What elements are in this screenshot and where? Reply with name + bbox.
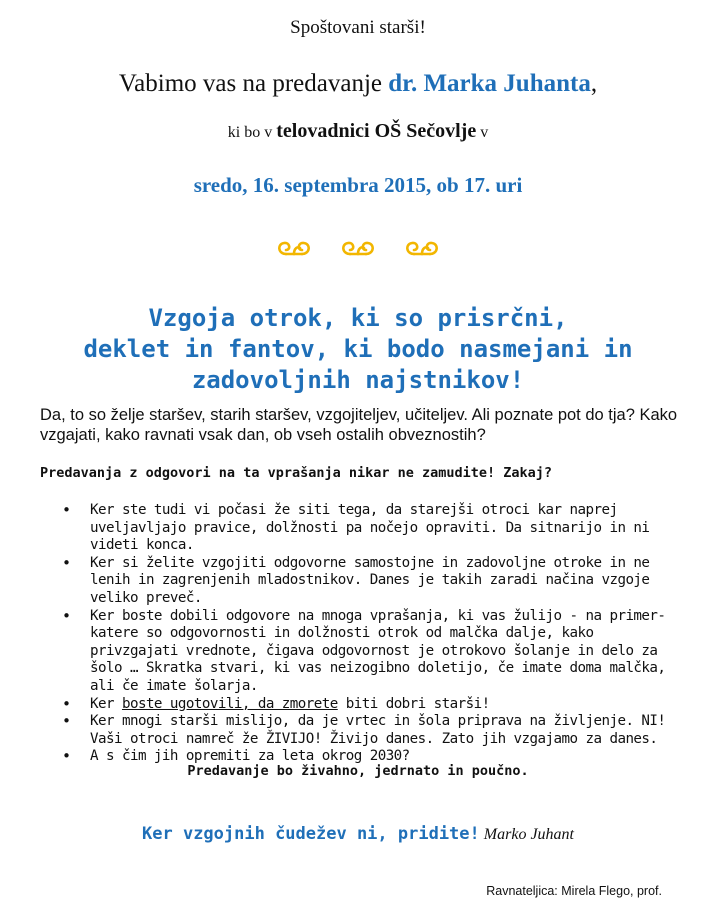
ornamental-scroll-icon: [328, 236, 388, 262]
ornament-row: [0, 236, 716, 262]
list-item-text: Ker si želite vzgojiti odgovorne samostojne in zadovoljne otroke in ne lenih in zagrenjenih mladostnikov. Danes je takih zaradi načina vzgoje veliko preveč.: [90, 554, 650, 606]
closing-line: Predavanje bo živahno, jedrnato in poučno.: [187, 763, 529, 779]
event-date: sredo, 16. septembra 2015, ob 17. uri: [193, 173, 523, 197]
motto-text: Ker vzgojnih čudežev ni, pridite!: [142, 824, 480, 844]
list-item: [62, 502, 682, 555]
list-item-text: Ker mnogi starši mislijo, da je vrtec in šola priprava na življenje. NI! Vaši otroci namreč že ŽIVIJO! Živijo danes. Zato jih vzgajamo za danes.: [90, 713, 666, 747]
list-item-text: biti dobri starši!: [337, 695, 490, 712]
intro-paragraph: Da, to so želje staršev, starih staršev, vzgojiteljev, učiteljev. Ali poznate pot do tja? Kako vzgajati, kako ravnati vsak dan, ob vseh ostalih obveznostih?: [40, 406, 678, 444]
list-item-text: Ker: [90, 695, 122, 712]
signature: Ravnateljica: Mirela Flego, prof.: [486, 884, 662, 898]
venue-suffix: v: [476, 124, 489, 141]
bullet-icon: •: [62, 747, 71, 766]
bullet-icon: •: [62, 712, 71, 731]
list-item-text: Ker boste dobili odgovore na mnoga vprašanja, ki vas žulijo - na primer- katere so odgovornosti in dolžnosti otrok od malčka dalje, kako privzgajati vrednote, čigava odgovornost je otrokovo šolanje in delo za šolo … Skratka stvari, ki vas neizogibno doletijo, če imate doma malčka, ali če imate šolarja.: [90, 607, 666, 694]
list-item: [62, 696, 682, 714]
headline-line: Vzgoja otrok, ki so prisrčni,: [148, 304, 568, 332]
greeting: Spoštovani starši!: [290, 17, 426, 38]
bullet-icon: •: [62, 501, 71, 519]
headline-line: zadovoljnih najstnikov!: [191, 366, 525, 394]
question-heading: Predavanja z odgovori na ta vprašanja nikar ne zamudite! Zakaj?: [40, 465, 553, 481]
invitation-suffix: ,: [590, 70, 598, 97]
ornamental-scroll-icon: [392, 236, 452, 262]
list-item-text: Ker ste tudi vi počasi že siti tega, da starejši otroci kar naprej uveljavljajo pravice, dolžnosti pa nočejo opraviti. Da sitnarijo in ni videti konca.: [90, 502, 650, 554]
list-item: [62, 555, 682, 608]
bullet-icon: •: [62, 606, 71, 625]
bullet-icon: •: [62, 553, 71, 572]
ornamental-scroll-icon: [264, 236, 324, 262]
list-item: [62, 713, 682, 748]
reasons-list: [62, 502, 682, 766]
list-item-text: A s čim jih opremiti za leta okrog 2030?: [90, 748, 410, 765]
underlined-phrase: boste ugotovili, da zmorete: [121, 695, 338, 712]
motto-author: Marko Juhant: [479, 826, 574, 843]
venue-line: [0, 120, 716, 143]
bullet-icon: •: [62, 694, 71, 713]
invitation-prefix: Vabimo vas na predavanje: [118, 70, 389, 97]
headline: [60, 303, 656, 396]
motto-line: [0, 824, 716, 844]
headline-line: deklet in fantov, ki bodo nasmejani in: [83, 335, 633, 363]
invitation-line: [0, 70, 716, 98]
list-item: [62, 608, 682, 696]
venue-prefix: ki bo v: [227, 124, 277, 141]
speaker-name: dr. Marka Juhanta: [388, 70, 591, 97]
venue-place: telovadnici OŠ Sečovlje: [276, 120, 477, 142]
